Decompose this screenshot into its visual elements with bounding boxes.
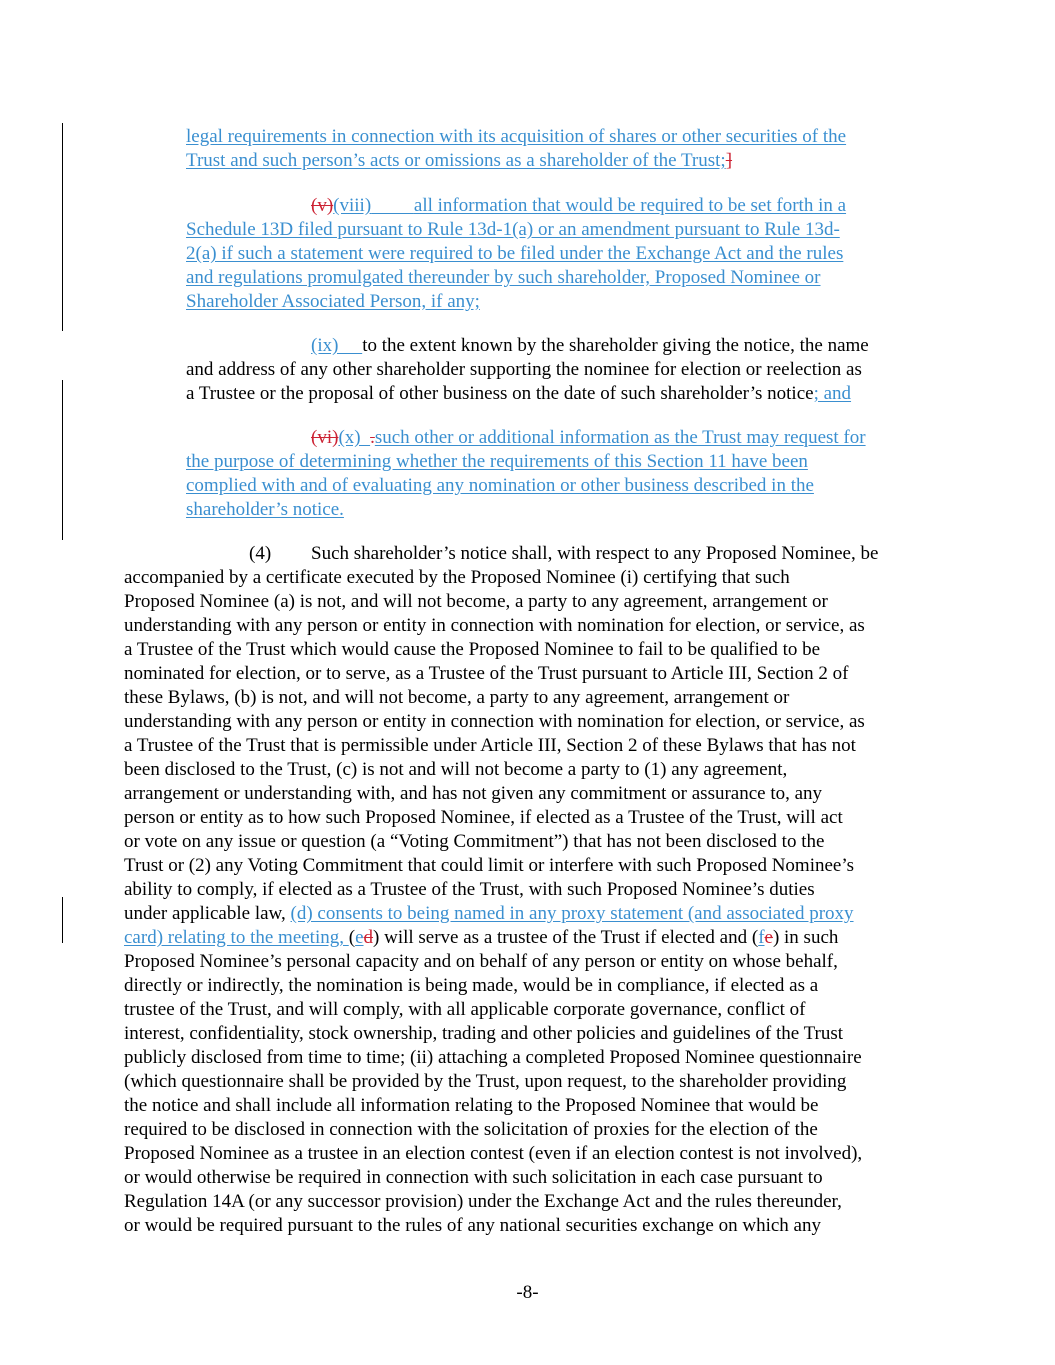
para-iv-line-1: legal requirements in connection with its acquisition of shares or other securities of the (186, 126, 847, 147)
para-4-line: or would be required pursuant to the rules of any national securities exchange on which any (124, 1215, 821, 1236)
para-4-letter-deleted: e (764, 927, 773, 948)
para-4-line: a Trustee of the Trust which would cause the Proposed Nominee to fail to be qualified to be (124, 639, 821, 660)
para-4-line-e-text: ( (348, 927, 356, 948)
para-4-line-e-inserted: card) relating to the meeting, (124, 927, 349, 948)
para-4-line: accompanied by a certificate executed by the Proposed Nominee (i) certifying that such (124, 567, 790, 588)
para-4-letter-inserted: f (758, 927, 765, 948)
para-4-line: understanding with any person or entity in connection with nomination for election, or service, as (124, 711, 865, 732)
change-bar (62, 123, 63, 331)
change-bar (62, 380, 63, 540)
para-4-line-e (124, 926, 838, 950)
para-4-line: arrangement or understanding with, and has not given any commitment or assurance to, any (124, 783, 823, 804)
para-4-line: required to be disclosed in connection with the solicitation of proxies for the election of the (124, 1119, 818, 1140)
para-viii-line-5: Shareholder Associated Person, if any; (186, 291, 480, 312)
para-4-line: the notice and shall include all information relating to the Proposed Nominee that would be (124, 1095, 819, 1116)
para-ix-line-3-text: a Trustee or the proposal of other business on the date of such shareholder’s notice (186, 383, 814, 404)
para-ix-line-2: and address of any other shareholder supporting the nominee for election or reelection as (186, 359, 862, 380)
para-4-line-d (124, 902, 854, 926)
para-4-line: Proposed Nominee’s personal capacity and on behalf of any person or entity on whose behalf, (124, 951, 838, 972)
para-4-line: these Bylaws, (b) is not, and will not become, a party to any agreement, arrangement or (124, 687, 790, 708)
para-4-line-e-text: ) will serve as a trustee of the Trust if elected and ( (373, 927, 759, 948)
para-4-line-d-text: under applicable law, (124, 903, 291, 924)
para-4-line: trustee of the Trust, and will comply, with all applicable corporate governance, conflict of (124, 999, 806, 1020)
para-ix-number-inserted: (ix) (311, 335, 363, 356)
para-4-line: been disclosed to the Trust, (c) is not and will not become a party to (1) any agreement, (124, 759, 788, 780)
para-x-line-3: complied with and of evaluating any nomination or other business described in the (186, 475, 814, 496)
para-viii-text-inserted: all information that would be required to be set forth in a (413, 195, 847, 216)
para-viii-number-inserted: (viii) (333, 195, 372, 216)
para-iv-line-2-inserted: Trust and such person’s acts or omissions as a shareholder of the Trust; (186, 150, 726, 171)
para-ix-line-1 (311, 334, 869, 358)
change-bar (62, 897, 63, 943)
para-ix-line-3-inserted: ; and (813, 383, 852, 404)
para-ix-text: to the extent known by the shareholder giving the notice, the name (362, 335, 869, 356)
para-4-line: (which questionnaire shall be provided by the Trust, upon request, to the shareholder providing (124, 1071, 847, 1092)
para-viii-line-1 (311, 194, 846, 218)
para-4-line-1: Such shareholder’s notice shall, with respect to any Proposed Nominee, be (311, 543, 879, 564)
para-4-line-d-inserted: (d) consents to being named in any proxy statement (and associated proxy (290, 903, 854, 924)
para-4-letter-inserted: e (355, 927, 364, 948)
para-ix-line-3 (186, 382, 851, 406)
para-x-number-inserted: (x) (338, 427, 371, 448)
para-4-line-e-text: ) in such (772, 927, 839, 948)
para-4-line: a Trustee of the Trust that is permissible under Article III, Section 2 of these Bylaws that has not (124, 735, 856, 756)
para-iv-line-2-deleted: ] (725, 150, 733, 171)
para-4-number: (4) (249, 543, 272, 564)
para-4-line: interest, confidentiality, stock ownership, trading and other policies and guidelines of the Trust (124, 1023, 844, 1044)
para-x-line-4: shareholder’s notice. (186, 499, 344, 520)
para-viii-tab (371, 195, 414, 216)
para-viii-line-2: Schedule 13D filed pursuant to Rule 13d-1(a) or an amendment pursuant to Rule 13d- (186, 219, 840, 240)
para-4-line: publicly disclosed from time to time; (ii) attaching a completed Proposed Nominee questionnaire (124, 1047, 862, 1068)
para-4-line: Proposed Nominee as a trustee in an election contest (even if an election contest is not involved), (124, 1143, 863, 1164)
para-x-text-inserted: such other or additional information as the Trust may request for (374, 427, 866, 448)
para-4-line: directly or indirectly, the nomination is being made, would be in compliance, if elected as a (124, 975, 819, 996)
para-4-line: Proposed Nominee (a) is not, and will not become, a party to any agreement, arrangement or (124, 591, 828, 612)
para-4-line: ability to comply, if elected as a Trustee of the Trust, with such Proposed Nominee’s duties (124, 879, 815, 900)
para-4-line: Trust or (2) any Voting Commitment that could limit or interfere with such Proposed Nominee’s (124, 855, 855, 876)
page-number: -8- (516, 1282, 539, 1303)
para-x-period-deleted: . (370, 427, 375, 448)
para-4-line: person or entity as to how such Proposed Nominee, if elected as a Trustee of the Trust, will act (124, 807, 843, 828)
para-x-number-deleted: (vi) (311, 427, 339, 448)
para-4-line: Regulation 14A (or any successor provision) under the Exchange Act and the rules thereunder, (124, 1191, 842, 1212)
para-x-line-1 (311, 426, 866, 450)
para-4-line: nominated for election, or to serve, as a Trustee of the Trust pursuant to Article III, Section 2 of (124, 663, 849, 684)
para-viii-line-4: and regulations promulgated thereunder by such shareholder, Proposed Nominee or (186, 267, 821, 288)
para-4-line: understanding with any person or entity in connection with nomination for election, or service, as (124, 615, 865, 636)
para-4-line: or vote on any issue or question (a “Voting Commitment”) that has not been disclosed to the (124, 831, 825, 852)
para-4-letter-deleted: d (363, 927, 374, 948)
para-x-line-2: the purpose of determining whether the requirements of this Section 11 have been (186, 451, 808, 472)
para-viii-line-3: 2(a) if such a statement were required to be filed under the Exchange Act and the rules (186, 243, 844, 264)
para-viii-number-deleted: (v) (311, 195, 334, 216)
para-iv-line-2 (186, 149, 732, 173)
para-4-line: or would otherwise be required in connection with such solicitation in each case pursuant to (124, 1167, 823, 1188)
